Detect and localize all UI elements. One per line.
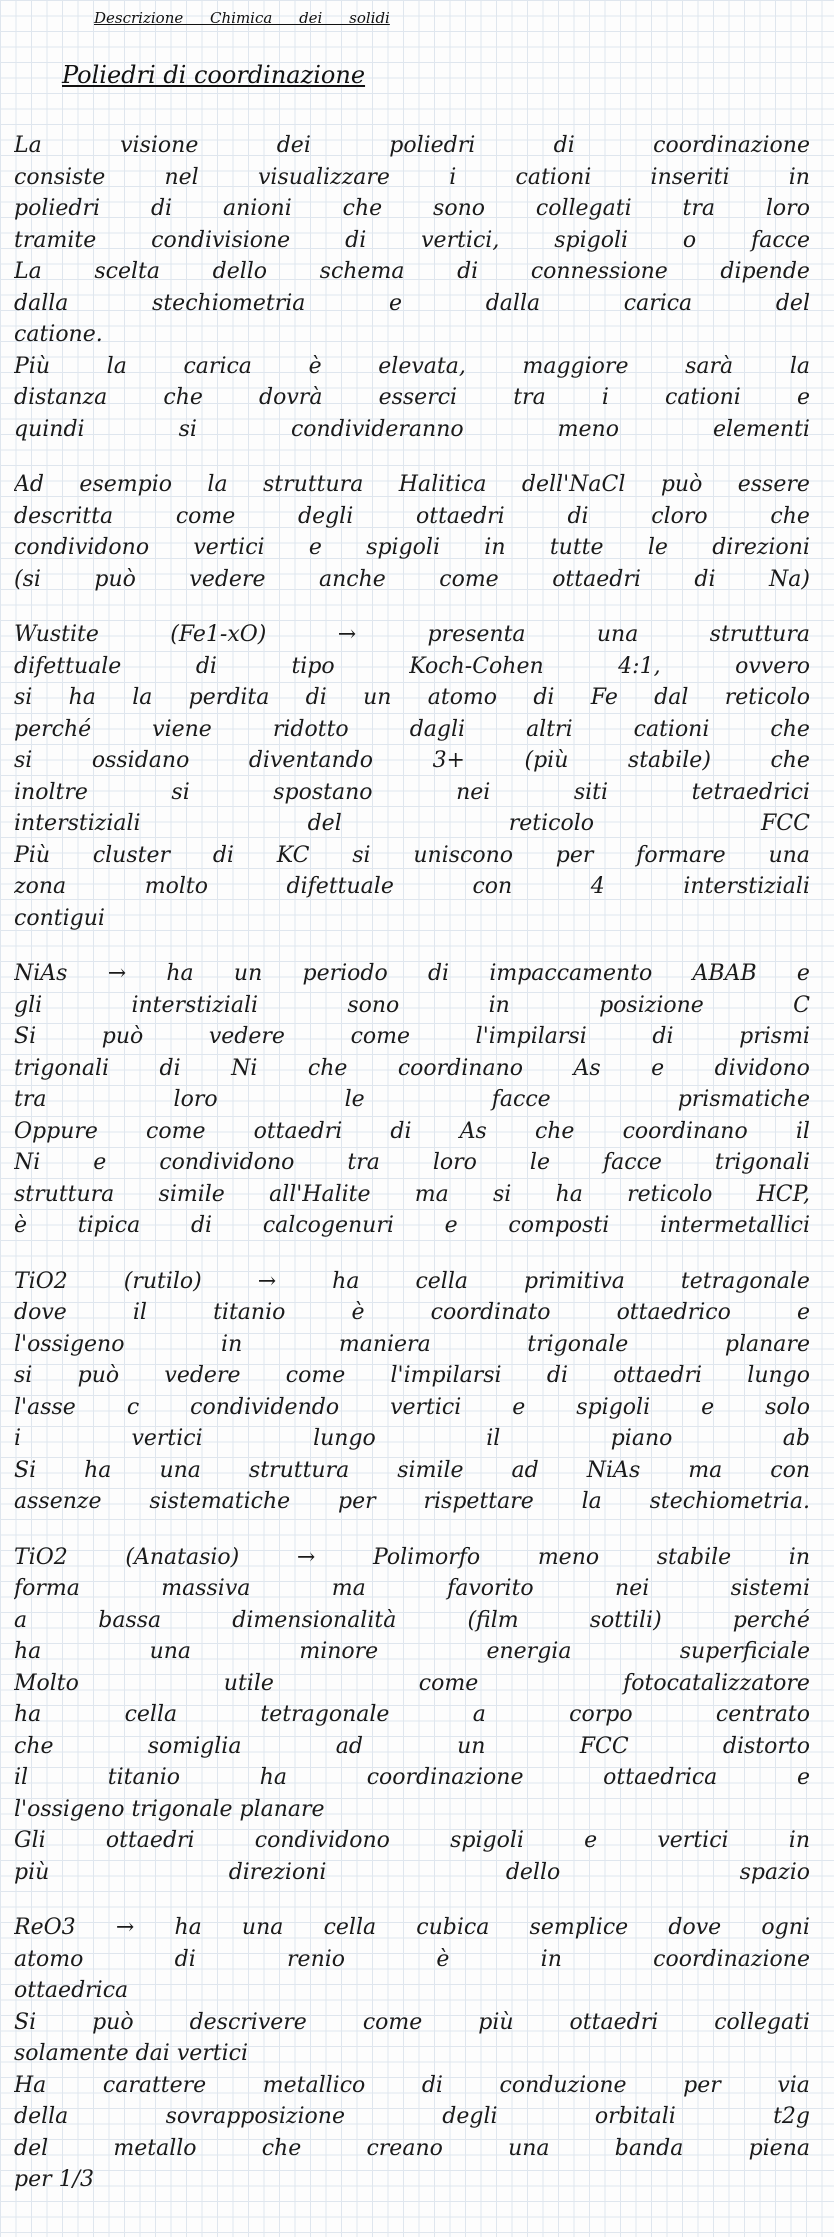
text-line: TiO2 (rutilo) → ha cella primitiva tetragonale [14,1268,810,1294]
text-line: Più cluster di KC si uniscono per formare una [14,842,810,868]
text-line: Si può descrivere come più ottaedri collegati [14,2009,810,2035]
text-line: tramite condivisione di vertici, spigoli o facce [14,227,810,253]
paragraph-rutilo [14,1266,820,1518]
text-line: consiste nel visualizzare i cationi inseriti in [14,164,810,190]
text-line: del metallo che creano una banda piena [14,2135,810,2161]
text-line: Si ha una struttura simile ad NiAs ma con [14,1457,810,1483]
text-line: tra loro le facce prismatiche [14,1087,810,1112]
page-title: Poliedri di coordinazione [62,61,366,89]
text-line: Si può vedere come l'impilarsi di prismi [14,1024,810,1049]
text-line: gli interstiziali sono in posizione C [14,992,810,1018]
text-line: ottaedrica [14,1978,129,2003]
text-line: per 1/3 [14,2167,95,2192]
text-line: poliedri di anioni che sono collegati tra loro [14,196,810,221]
text-line: distanza che dovrà esserci tra i cationi e [14,385,810,410]
text-line: assenze sistematiche per rispettare la stechiometria. [14,1489,810,1514]
text-line: La visione dei poliedri di coordinazione [14,133,810,158]
paragraph-intro [14,130,820,445]
text-line: (si può vedere anche come ottaedri di Na) [14,566,810,592]
text-line: condividono vertici e spigoli in tutte le direzioni [14,535,810,560]
text-line: Ni e condividono tra loro le facce trigonali [14,1150,810,1175]
text-line: della sovrapposizione degli orbitali t2g [14,2104,810,2129]
text-line: difettuale di tipo Koch-Cohen 4:1, ovvero [14,653,810,679]
text-line: inoltre si spostano nei siti tetraedrici [14,779,810,805]
text-line: zona molto difettuale con 4 interstiziali [14,874,810,899]
text-line: struttura simile all'Halite ma si ha reticolo HCP, [14,1181,810,1207]
text-line: è tipica di calcogenuri e composti intermetallici [14,1213,810,1238]
text-line: dalla stechiometria e dalla carica del [14,290,810,316]
text-line: l'ossigeno trigonale planare [14,1796,325,1822]
text-line: ReO3 → ha una cella cubica semplice dove ogni [14,1915,810,1940]
text-line: si ossidano diventando 3+ (più stabile) che [14,748,810,773]
text-line: interstiziali del reticolo FCC [14,811,810,836]
text-line: perché viene ridotto dagli altri cationi che [14,716,810,742]
text-line: quindi si condivideranno meno elementi [14,416,810,442]
text-line: La scelta dello schema di connessione dipende [14,259,810,284]
text-line: ha cella tetragonale a corpo centrato [14,1702,810,1727]
page-header: Descrizione Chimica dei solidi [94,9,390,27]
paragraph-reo3 [14,1912,820,2196]
text-line: dove il titanio è coordinato ottaedrico e [14,1300,810,1325]
text-line: Più la carica è elevata, maggiore sarà la [14,353,810,379]
text-line: l'ossigeno in maniera trigonale planare [14,1331,810,1357]
text-line: si ha la perdita di un atomo di Fe dal reticolo [14,685,810,710]
text-line: trigonali di Ni che coordinano As e dividono [14,1055,810,1081]
text-line: Oppure come ottaedri di As che coordinano il [14,1118,810,1144]
text-line: che somiglia ad un FCC distorto [14,1733,810,1759]
text-line: descritta come degli ottaedri di cloro che [14,503,810,529]
text-line: si può vedere come l'impilarsi di ottaedri lungo [14,1363,810,1388]
text-line: Molto utile come fotocatalizzatore [14,1670,810,1696]
text-line: a bassa dimensionalità (film sottili) perché [14,1607,810,1633]
text-line: catione. [14,322,103,347]
text-line: Ha carattere metallico di conduzione per via [14,2072,810,2098]
paragraph-wustite [14,619,820,934]
text-line: l'asse c condividendo vertici e spigoli e solo [14,1394,810,1420]
text-line: TiO2 (Anatasio) → Polimorfo meno stabile in [14,1544,810,1570]
text-line: i vertici lungo il piano ab [14,1426,810,1451]
text-line: contigui [14,905,105,931]
text-line: forma massiva ma favorito nei sistemi [14,1576,810,1601]
text-line: Wustite (Fe1-xO) → presenta una struttura [14,622,810,647]
paragraph-nacl [14,469,820,595]
text-line: il titanio ha coordinazione ottaedrica e [14,1765,810,1790]
paragraph-nias [14,958,820,1242]
text-line: atomo di renio è in coordinazione [14,1946,810,1972]
paragraph-anatasio [14,1542,820,1889]
notes-body [14,130,820,2196]
text-line: Gli ottaedri condividono spigoli e vertici in [14,1828,810,1853]
text-line: ha una minore energia superficiale [14,1639,810,1664]
text-line: Ad esempio la struttura Halitica dell'NaCl può essere [14,472,810,497]
text-line: NiAs → ha un periodo di impaccamento ABAB e [14,961,810,986]
text-line: solamente dai vertici [14,2041,249,2066]
text-line: più direzioni dello spazio [14,1859,810,1885]
